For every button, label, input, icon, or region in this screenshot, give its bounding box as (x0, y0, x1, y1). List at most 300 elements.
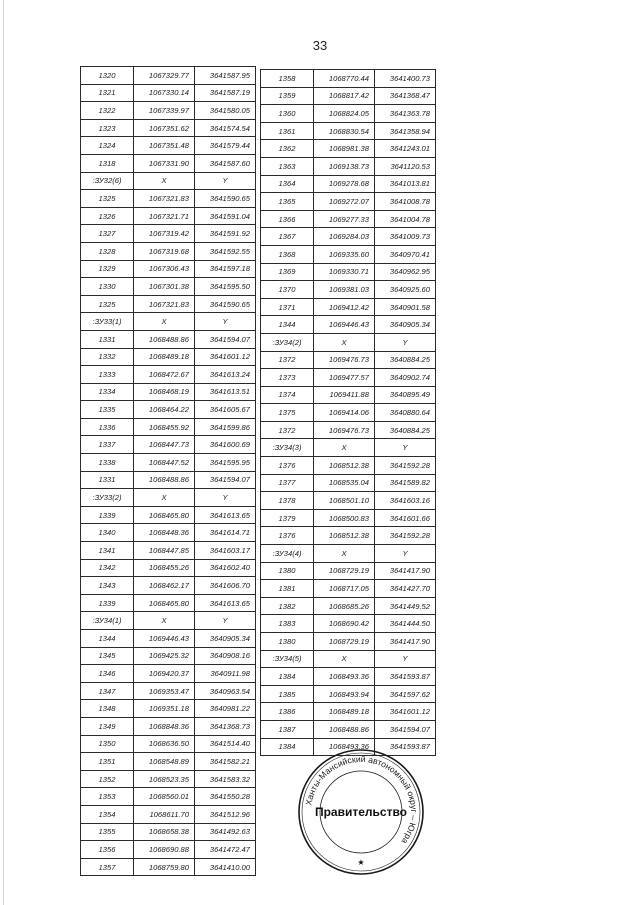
point-number-cell: 1387 (261, 720, 314, 738)
y-coordinate-cell: 3641589.82 (375, 474, 436, 492)
table-row (81, 190, 256, 208)
point-number-cell: 1369 (261, 263, 314, 281)
table-row (261, 122, 436, 140)
x-coordinate-cell: 1068465.80 (134, 506, 195, 524)
table-row (261, 580, 436, 598)
y-coordinate-cell: Y (375, 650, 436, 668)
x-coordinate-cell: 1068690.42 (314, 615, 375, 633)
x-coordinate-cell: 1068455.92 (134, 418, 195, 436)
point-number-cell: 1381 (261, 580, 314, 598)
table-row (261, 70, 436, 88)
x-coordinate-cell: 1069476.73 (314, 351, 375, 369)
x-coordinate-cell: X (134, 172, 195, 190)
table-row (261, 263, 436, 281)
y-coordinate-cell: 3641592.28 (375, 527, 436, 545)
table-row (81, 330, 256, 348)
x-coordinate-cell: 1068488.86 (134, 471, 195, 489)
point-number-cell: 1371 (261, 298, 314, 316)
table-row (261, 369, 436, 387)
table-row (261, 87, 436, 105)
point-number-cell: 1375 (261, 404, 314, 422)
table-row (81, 577, 256, 595)
y-coordinate-cell: 3640908.16 (195, 647, 256, 665)
table-row (81, 805, 256, 823)
point-number-cell: 1379 (261, 509, 314, 527)
table-row (81, 242, 256, 260)
point-number-cell: 1346 (81, 665, 134, 683)
x-coordinate-cell: 1069272.07 (314, 193, 375, 211)
x-coordinate-cell: 1068848.36 (134, 717, 195, 735)
table-row (81, 700, 256, 718)
point-number-cell: 1368 (261, 245, 314, 263)
point-number-cell: 1378 (261, 492, 314, 510)
table-row (261, 597, 436, 615)
x-coordinate-cell: 1067321.71 (134, 207, 195, 225)
table-row (81, 717, 256, 735)
table-row (81, 665, 256, 683)
x-coordinate-cell: 1068560.01 (134, 788, 195, 806)
x-coordinate-cell: X (314, 439, 375, 457)
x-coordinate-cell: 1068501.10 (314, 492, 375, 510)
point-number-cell: 1339 (81, 594, 134, 612)
x-coordinate-cell: 1069353.47 (134, 682, 195, 700)
y-coordinate-cell: 3640895.49 (375, 386, 436, 404)
y-coordinate-cell: 3641444.50 (375, 615, 436, 633)
table-row (261, 298, 436, 316)
point-number-cell: 1344 (81, 630, 134, 648)
point-number-cell: :ЗУ34(1) (81, 612, 134, 630)
y-coordinate-cell: 3640880.64 (375, 404, 436, 422)
x-coordinate-cell: 1067339.97 (134, 102, 195, 120)
point-number-cell: :ЗУ34(3) (261, 439, 314, 457)
table-row (261, 720, 436, 738)
y-coordinate-cell: 3641410.00 (195, 858, 256, 876)
x-coordinate-cell: 1067331.90 (134, 154, 195, 172)
x-coordinate-cell: 1068493.36 (314, 668, 375, 686)
table-row (81, 506, 256, 524)
table-row (81, 753, 256, 771)
table-row (81, 471, 256, 489)
point-number-cell: 1385 (261, 685, 314, 703)
coordinates-table-right (260, 69, 436, 756)
y-coordinate-cell: 3641514.40 (195, 735, 256, 753)
y-coordinate-cell: 3641120.53 (375, 157, 436, 175)
x-coordinate-cell: 1069335.60 (314, 245, 375, 263)
point-number-cell: 1332 (81, 348, 134, 366)
x-coordinate-cell: 1069414.06 (314, 404, 375, 422)
y-coordinate-cell: 3640884.25 (375, 351, 436, 369)
y-coordinate-cell: 3641587.60 (195, 154, 256, 172)
x-coordinate-cell: 1068658.38 (134, 823, 195, 841)
point-number-cell: 1344 (261, 316, 314, 334)
table-row (81, 436, 256, 454)
section-header-row (81, 612, 256, 630)
x-coordinate-cell: X (314, 545, 375, 563)
point-number-cell: 1376 (261, 527, 314, 545)
x-coordinate-cell: 1069476.73 (314, 421, 375, 439)
x-coordinate-cell: 1068548.89 (134, 753, 195, 771)
x-coordinate-cell: 1069420.37 (134, 665, 195, 683)
table-row (261, 105, 436, 123)
table-row (261, 562, 436, 580)
x-coordinate-cell: 1068448.36 (134, 524, 195, 542)
point-number-cell: 1331 (81, 471, 134, 489)
table-row (261, 457, 436, 475)
x-coordinate-cell: 1068455.26 (134, 559, 195, 577)
x-coordinate-cell: 1068489.18 (134, 348, 195, 366)
section-header-row (81, 313, 256, 331)
y-coordinate-cell: 3641587.19 (195, 84, 256, 102)
x-coordinate-cell: 1068447.73 (134, 436, 195, 454)
point-number-cell: 1331 (81, 330, 134, 348)
table-row (81, 418, 256, 436)
table-row (261, 351, 436, 369)
point-number-cell: 1356 (81, 841, 134, 859)
x-coordinate-cell: 1068817.42 (314, 87, 375, 105)
x-coordinate-cell: 1069425.32 (134, 647, 195, 665)
table-row (261, 685, 436, 703)
point-number-cell: 1330 (81, 278, 134, 296)
table-row (81, 735, 256, 753)
point-number-cell: 1358 (261, 70, 314, 88)
table-row (81, 278, 256, 296)
point-number-cell: 1367 (261, 228, 314, 246)
x-coordinate-cell: 1068464.22 (134, 401, 195, 419)
x-coordinate-cell: X (314, 650, 375, 668)
x-coordinate-cell: 1068759.80 (134, 858, 195, 876)
point-number-cell: :ЗУ33(2) (81, 489, 134, 507)
y-coordinate-cell: 3641368.47 (375, 87, 436, 105)
table-row (81, 207, 256, 225)
y-coordinate-cell: 3640905.34 (195, 630, 256, 648)
x-coordinate-cell: 1068636.50 (134, 735, 195, 753)
table-row (261, 193, 436, 211)
table-row (261, 615, 436, 633)
point-number-cell: 1383 (261, 615, 314, 633)
x-coordinate-cell: 1067306.43 (134, 260, 195, 278)
y-coordinate-cell: 3641597.18 (195, 260, 256, 278)
y-coordinate-cell: 3641400.73 (375, 70, 436, 88)
table-row (261, 157, 436, 175)
table-row (261, 633, 436, 651)
table-row (81, 119, 256, 137)
point-number-cell: 1372 (261, 421, 314, 439)
x-coordinate-cell: 1069278.68 (314, 175, 375, 193)
x-coordinate-cell: 1068489.18 (314, 703, 375, 721)
x-coordinate-cell: 1069381.03 (314, 281, 375, 299)
y-coordinate-cell: 3641492.63 (195, 823, 256, 841)
point-number-cell: 1353 (81, 788, 134, 806)
x-coordinate-cell: 1068512.38 (314, 527, 375, 545)
y-coordinate-cell: 3641582.21 (195, 753, 256, 771)
x-coordinate-cell: 1068690.88 (134, 841, 195, 859)
y-coordinate-cell: 3641358.94 (375, 122, 436, 140)
table-row (81, 454, 256, 472)
x-coordinate-cell: 1068729.19 (314, 562, 375, 580)
point-number-cell: 1343 (81, 577, 134, 595)
point-number-cell: 1366 (261, 210, 314, 228)
point-number-cell: :ЗУ34(2) (261, 333, 314, 351)
point-number-cell: 1374 (261, 386, 314, 404)
table-row (261, 703, 436, 721)
table-row (81, 102, 256, 120)
y-coordinate-cell: 3640902.74 (375, 369, 436, 387)
y-coordinate-cell: 3641613.65 (195, 594, 256, 612)
table-row (261, 210, 436, 228)
point-number-cell: 1327 (81, 225, 134, 243)
table-row (261, 175, 436, 193)
point-number-cell: 1372 (261, 351, 314, 369)
x-coordinate-cell: 1068830.54 (314, 122, 375, 140)
table-row (81, 630, 256, 648)
y-coordinate-cell: 3641605.67 (195, 401, 256, 419)
point-number-cell: 1325 (81, 295, 134, 313)
x-coordinate-cell: 1069477.57 (314, 369, 375, 387)
point-number-cell: 1341 (81, 542, 134, 560)
point-number-cell: 1352 (81, 770, 134, 788)
y-coordinate-cell: 3641590.65 (195, 295, 256, 313)
table-row (81, 788, 256, 806)
y-coordinate-cell: 3641587.95 (195, 67, 256, 85)
y-coordinate-cell: 3641363.78 (375, 105, 436, 123)
point-number-cell: 1326 (81, 207, 134, 225)
point-number-cell: 1337 (81, 436, 134, 454)
y-coordinate-cell: 3641550.28 (195, 788, 256, 806)
table-row (261, 492, 436, 510)
point-number-cell: 1342 (81, 559, 134, 577)
y-coordinate-cell: 3641594.07 (375, 720, 436, 738)
table-row (81, 559, 256, 577)
x-coordinate-cell: 1067321.83 (134, 295, 195, 313)
section-header-row (261, 333, 436, 351)
point-number-cell: 1335 (81, 401, 134, 419)
point-number-cell: :ЗУ32(6) (81, 172, 134, 190)
table-row (261, 668, 436, 686)
table-row (81, 260, 256, 278)
table-row (81, 823, 256, 841)
y-coordinate-cell: 3641613.51 (195, 383, 256, 401)
point-number-cell: 1380 (261, 633, 314, 651)
y-coordinate-cell: 3641597.62 (375, 685, 436, 703)
table-row (81, 542, 256, 560)
y-coordinate-cell: 3641590.65 (195, 190, 256, 208)
y-coordinate-cell: Y (375, 333, 436, 351)
point-number-cell: 1328 (81, 242, 134, 260)
coordinates-table-left (80, 66, 256, 876)
table-row (261, 316, 436, 334)
x-coordinate-cell: 1069330.71 (314, 263, 375, 281)
y-coordinate-cell: 3641594.07 (195, 330, 256, 348)
y-coordinate-cell: 3641580.05 (195, 102, 256, 120)
x-coordinate-cell: 1067351.48 (134, 137, 195, 155)
point-number-cell: 1318 (81, 154, 134, 172)
table-row (261, 509, 436, 527)
x-coordinate-cell: 1068685.26 (314, 597, 375, 615)
y-coordinate-cell: 3641600.69 (195, 436, 256, 454)
table-row (81, 770, 256, 788)
table-row (81, 401, 256, 419)
point-number-cell: 1350 (81, 735, 134, 753)
point-number-cell: 1338 (81, 454, 134, 472)
table-row (81, 594, 256, 612)
official-seal (296, 747, 426, 877)
point-number-cell: 1386 (261, 703, 314, 721)
y-coordinate-cell: 3641599.86 (195, 418, 256, 436)
x-coordinate-cell: 1069277.33 (314, 210, 375, 228)
point-number-cell: 1364 (261, 175, 314, 193)
y-coordinate-cell: 3640970.41 (375, 245, 436, 263)
y-coordinate-cell: 3641583.32 (195, 770, 256, 788)
x-coordinate-cell: 1068465.80 (134, 594, 195, 612)
table-row (81, 137, 256, 155)
x-coordinate-cell: 1068488.86 (314, 720, 375, 738)
y-coordinate-cell: 3641593.87 (375, 738, 436, 756)
x-coordinate-cell: 1067319.68 (134, 242, 195, 260)
x-coordinate-cell: X (134, 489, 195, 507)
y-coordinate-cell: 3641595.95 (195, 454, 256, 472)
x-coordinate-cell: 1068447.85 (134, 542, 195, 560)
y-coordinate-cell: 3641591.04 (195, 207, 256, 225)
point-number-cell: 1325 (81, 190, 134, 208)
table-row (81, 858, 256, 876)
table-row (81, 366, 256, 384)
point-number-cell: 1361 (261, 122, 314, 140)
x-coordinate-cell: 1068493.36 (314, 738, 375, 756)
point-number-cell: 1339 (81, 506, 134, 524)
x-coordinate-cell: 1067330.14 (134, 84, 195, 102)
y-coordinate-cell: 3641417.90 (375, 562, 436, 580)
x-coordinate-cell: 1067301.38 (134, 278, 195, 296)
y-coordinate-cell: 3641593.87 (375, 668, 436, 686)
point-number-cell: 1354 (81, 805, 134, 823)
point-number-cell: :ЗУ33(1) (81, 313, 134, 331)
point-number-cell: 1348 (81, 700, 134, 718)
x-coordinate-cell: 1069284.03 (314, 228, 375, 246)
y-coordinate-cell: 3641606.70 (195, 577, 256, 595)
table-row (261, 474, 436, 492)
y-coordinate-cell: 3641594.07 (195, 471, 256, 489)
section-header-row (261, 545, 436, 563)
y-coordinate-cell: 3641579.44 (195, 137, 256, 155)
y-coordinate-cell: 3641595.50 (195, 278, 256, 296)
point-number-cell: 1373 (261, 369, 314, 387)
point-number-cell: 1384 (261, 738, 314, 756)
y-coordinate-cell: 3641602.40 (195, 559, 256, 577)
section-header-row (261, 439, 436, 457)
y-coordinate-cell: Y (375, 545, 436, 563)
table-row (81, 348, 256, 366)
y-coordinate-cell: 3641601.12 (375, 703, 436, 721)
x-coordinate-cell: 1067329.77 (134, 67, 195, 85)
y-coordinate-cell: 3641013.81 (375, 175, 436, 193)
y-coordinate-cell: 3641427.70 (375, 580, 436, 598)
y-coordinate-cell: 3641591.92 (195, 225, 256, 243)
section-header-row (81, 172, 256, 190)
y-coordinate-cell: 3641603.17 (195, 542, 256, 560)
point-number-cell: 1336 (81, 418, 134, 436)
x-coordinate-cell: 1068468.19 (134, 383, 195, 401)
point-number-cell: 1324 (81, 137, 134, 155)
y-coordinate-cell: 3641613.65 (195, 506, 256, 524)
page-number: 33 (312, 38, 328, 53)
table-row (261, 421, 436, 439)
y-coordinate-cell: 3640901.58 (375, 298, 436, 316)
x-coordinate-cell: 1068462.17 (134, 577, 195, 595)
table-row (81, 295, 256, 313)
y-coordinate-cell: 3641368.73 (195, 717, 256, 735)
x-coordinate-cell: 1068535.04 (314, 474, 375, 492)
point-number-cell: 1365 (261, 193, 314, 211)
point-number-cell: 1370 (261, 281, 314, 299)
y-coordinate-cell: 3641601.66 (375, 509, 436, 527)
table-row (81, 225, 256, 243)
point-number-cell: 1382 (261, 597, 314, 615)
point-number-cell: 1384 (261, 668, 314, 686)
table-row (261, 245, 436, 263)
y-coordinate-cell: 3641614.71 (195, 524, 256, 542)
x-coordinate-cell: 1068523.35 (134, 770, 195, 788)
x-coordinate-cell: 1069411.88 (314, 386, 375, 404)
table-row (261, 140, 436, 158)
y-coordinate-cell: 3641449.52 (375, 597, 436, 615)
y-coordinate-cell: Y (195, 612, 256, 630)
x-coordinate-cell: 1069412.42 (314, 298, 375, 316)
point-number-cell: :ЗУ34(5) (261, 650, 314, 668)
table-row (261, 281, 436, 299)
x-coordinate-cell: 1068717.05 (314, 580, 375, 598)
y-coordinate-cell: 3641009.73 (375, 228, 436, 246)
point-number-cell: 1351 (81, 753, 134, 771)
section-header-row (81, 489, 256, 507)
y-coordinate-cell: 3640962.95 (375, 263, 436, 281)
x-coordinate-cell: 1068488.86 (134, 330, 195, 348)
point-number-cell: 1321 (81, 84, 134, 102)
y-coordinate-cell: 3641592.28 (375, 457, 436, 475)
point-number-cell: 1376 (261, 457, 314, 475)
y-coordinate-cell: 3641601.12 (195, 348, 256, 366)
x-coordinate-cell: 1068472.67 (134, 366, 195, 384)
point-number-cell: 1323 (81, 119, 134, 137)
point-number-cell: 1322 (81, 102, 134, 120)
seal-ring-text: Ханты-Мансийский автономный округ – Югра (303, 753, 420, 846)
y-coordinate-cell: 3641008.78 (375, 193, 436, 211)
x-coordinate-cell: 1068770.44 (314, 70, 375, 88)
point-number-cell: 1363 (261, 157, 314, 175)
table-row (81, 841, 256, 859)
y-coordinate-cell: Y (375, 439, 436, 457)
x-coordinate-cell: 1069351.18 (134, 700, 195, 718)
x-coordinate-cell: 1068512.38 (314, 457, 375, 475)
x-coordinate-cell: 1067319.42 (134, 225, 195, 243)
section-header-row (261, 650, 436, 668)
table-row (81, 647, 256, 665)
y-coordinate-cell: 3641243.01 (375, 140, 436, 158)
y-coordinate-cell: 3641592.55 (195, 242, 256, 260)
y-coordinate-cell: 3640884.25 (375, 421, 436, 439)
y-coordinate-cell: 3640905.34 (375, 316, 436, 334)
table-row (261, 386, 436, 404)
table-row (81, 84, 256, 102)
point-number-cell: 1347 (81, 682, 134, 700)
point-number-cell: 1329 (81, 260, 134, 278)
y-coordinate-cell: Y (195, 313, 256, 331)
point-number-cell: 1349 (81, 717, 134, 735)
point-number-cell: 1340 (81, 524, 134, 542)
seal-center-text: Правительство (314, 805, 408, 819)
y-coordinate-cell: 3640911.98 (195, 665, 256, 683)
table-row (81, 682, 256, 700)
seal-star-icon: ★ (357, 858, 365, 867)
